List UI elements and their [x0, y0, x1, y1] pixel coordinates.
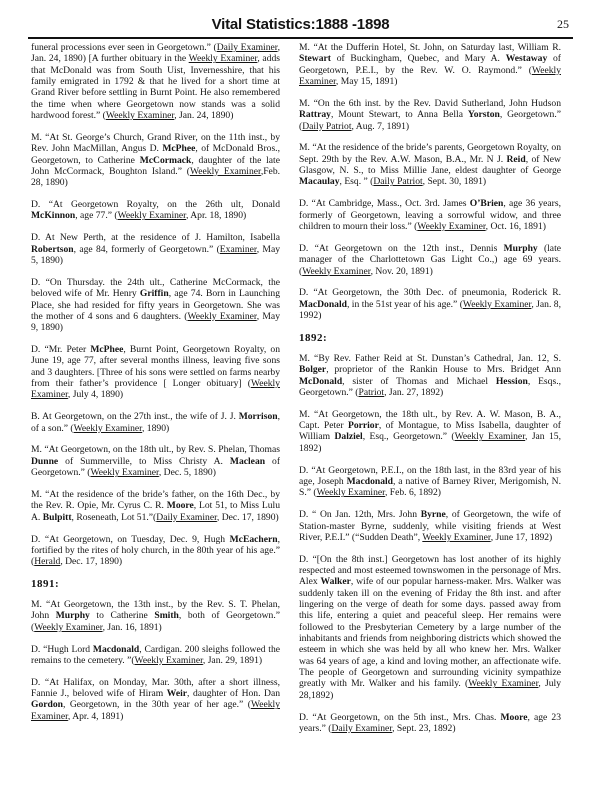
- entry-text: , age 84, formerly of Georgetown.” (: [73, 243, 220, 255]
- surname: Rattray: [299, 109, 331, 121]
- entry-text: M. “At Georgetown, on the 18th ult., by Rev. S. Phelan, Thomas: [31, 444, 280, 456]
- page-header: [28, 14, 573, 36]
- source-citation: Weekly Examiner: [462, 298, 532, 310]
- entry-text: , Feb. 6, 1892): [384, 487, 441, 499]
- entry-text: , Jan. 8, 1992): [299, 298, 561, 322]
- entry-text: D. “At Halifax, on Monday, Mar. 30th, after a short illness, Fannie J., beloved wife of Hiram: [31, 676, 280, 700]
- source-citation: Weekly Examiner: [187, 310, 257, 322]
- entry-text: , both of Georgetown.” (: [31, 610, 280, 633]
- record-entry: [31, 444, 280, 478]
- record-entry: [299, 42, 561, 87]
- entry-text: , Nov. 20, 1891): [370, 265, 433, 277]
- entry-text: , Sept. 23, 1892): [392, 723, 456, 734]
- entry-text: D. “At Cambridge, Mass., Oct. 3rd. James: [299, 198, 470, 210]
- source-citation: Weekly Examiner: [31, 378, 280, 401]
- entry-text: , Esq., Georgetown.” (: [362, 431, 455, 443]
- record-entry: [31, 599, 280, 633]
- entry-text: , age 36 years, formerly of Georgetown, leaving a sorrowful widow, and three children to mourn their loss.” (: [299, 198, 561, 232]
- record-entry: [299, 712, 561, 735]
- surname: Moore: [166, 500, 194, 512]
- record-entry: [31, 411, 280, 434]
- entry-text: D. “At Georgetown, P.E.I., on the 18th last, in the 83rd year of his age, Joseph: [299, 464, 561, 487]
- source-citation: Weekly Examiner: [299, 64, 561, 88]
- entry-text: , of New Glasgow, N. S., to Miss Millie Jane, eldest daughter of George: [299, 153, 561, 177]
- entry-text: , Burnt Point, Georgetown Royalty, on June 19, age 77, after several months illness, leaving five sons and 3 daughters. [Three of his sons were settled on farms nearby from their father’s providence [ Longer obituary] (: [31, 344, 280, 390]
- entry-text: , daughter of Hon. Dan: [187, 688, 280, 700]
- entry-text: , Georgetown, in the 30th year of her age.” (: [63, 699, 251, 711]
- entry-text: D. “At Georgetown, the 30th Dec. of pneumonia, Roderick R.: [299, 287, 561, 299]
- entry-text: D. “[On the 8th inst.] Georgetown has lost another of its highly respected and most esteemed townswomen in the personage of Mrs. Alex: [299, 553, 561, 588]
- source-citation: Daily Examiner: [216, 42, 278, 53]
- surname: Murphy: [503, 242, 538, 254]
- entry-text: , Roseneath, Lot 51.”(: [71, 511, 157, 523]
- surname: Yorston: [467, 109, 500, 121]
- surname: McEachern: [229, 533, 278, 545]
- source-citation: Weekly Examiner: [188, 53, 258, 65]
- entry-text: , of Montague, to Miss Isabella, daughter of William: [299, 420, 561, 443]
- entry-text: , Jan. 24, 1890): [174, 110, 234, 122]
- source-citation: Daily Examiner: [331, 723, 393, 734]
- entry-text: , age 23 years.” (: [299, 711, 561, 734]
- record-entry: [31, 677, 280, 722]
- source-citation: Weekly Examiner: [417, 220, 486, 232]
- entry-text: , a native of Barney River, Merigomish, N. S.” (: [299, 475, 561, 499]
- entry-text: D. “At Georgetown, on Tuesday, Dec. 9, Hugh: [31, 533, 230, 545]
- entry-text: funeral processions ever seen in Georgetown.” (: [31, 42, 217, 53]
- surname: Macdonald: [92, 643, 140, 655]
- entry-text: , proprietor of the Rankin House to Mrs. Bridget Ann: [326, 364, 561, 376]
- source-citation: Weekly Examiner: [105, 110, 175, 122]
- entry-text: , Jan. 24, 1890) [A further obituary in the: [31, 42, 280, 65]
- page-number: 25: [557, 17, 569, 31]
- entry-text: , Dec. 17, 1890): [216, 511, 279, 523]
- entry-text: , May 5, 1890): [31, 243, 280, 266]
- source-citation: Weekly Examiner: [90, 467, 159, 479]
- surname: McPhee: [162, 143, 196, 155]
- entry-text: of Summerville, to Miss Christy A.: [58, 455, 230, 467]
- source-citation: Weekly Examiner: [134, 654, 203, 666]
- source-citation: Weekly Examiner: [73, 422, 142, 434]
- entry-text: , Apr. 4, 1891): [67, 710, 124, 722]
- entry-text: M. “By Rev. Father Reid at St. Dunstan’s Cathedral, Jan. 12, S.: [299, 352, 561, 364]
- surname: McCormack: [139, 154, 192, 166]
- entry-text: , of a son.” (: [31, 411, 280, 434]
- record-entry: [299, 554, 561, 701]
- entry-text: , Lot 51, to Miss Lulu A.: [31, 500, 280, 523]
- entry-text: , Dec. 5, 1890): [158, 467, 216, 479]
- source-citation: Herald: [34, 556, 61, 568]
- entry-text: , daughter of the late John McCormack, Boughton Island.” (: [31, 154, 280, 177]
- entry-text: , Jan. 29, 1891): [202, 654, 263, 666]
- entry-text: , Oct. 16, 1891): [485, 220, 546, 232]
- entry-text: , Jan 15, 1892): [299, 431, 561, 454]
- source-citation: Examiner: [219, 243, 257, 255]
- entry-text: M. “At the Dufferin Hotel, St. John, on Saturday last, William R.: [299, 42, 561, 53]
- source-citation: Weekly Examiner: [302, 265, 371, 277]
- entry-text: , Cardigan. 200 sleighs followed the remains to the cemetery. ”(: [31, 643, 280, 666]
- entry-text: D. “At Georgetown, on the 5th inst., Mrs. Chas.: [299, 711, 501, 723]
- entry-text: , Dec. 17, 1890): [60, 556, 123, 568]
- page-title: Vital Statistics:1888 -1898: [211, 16, 390, 33]
- record-entry: [299, 142, 561, 187]
- entry-text: M. “At St. George’s Church, Grand River, on the 11th inst., by Rev. John MacMillan, Angus D.: [31, 131, 280, 155]
- entry-text: to Catherine: [89, 610, 155, 622]
- entry-text: , Esq. ” (: [339, 176, 374, 188]
- entry-text: D. “ On Jan. 12th, Mrs. John: [299, 509, 421, 521]
- source-citation: Weekly Examiner: [190, 165, 261, 177]
- entry-text: M. “At Georgetown, the 13th inst., by the Rev. S. T. Phelan, John: [31, 599, 280, 622]
- record-entry: [31, 199, 280, 222]
- surname: McPhee: [90, 344, 124, 356]
- surname: Reid: [506, 153, 526, 165]
- entry-text: ,Feb. 28, 1890): [31, 165, 280, 189]
- record-entry: [299, 465, 561, 499]
- surname: Hession: [495, 375, 528, 387]
- surname: Morrison: [238, 411, 278, 423]
- surname: Dalziel: [334, 431, 363, 443]
- entry-text: , fortified by the rites of holy church, in the 80th year of his age.” (: [31, 533, 280, 568]
- record-entry: [31, 534, 280, 568]
- entry-text: of Georgetown.” (: [31, 455, 280, 479]
- surname: Robertson: [31, 243, 74, 255]
- entry-text: D. “On Thursday. the 24th ult., Catherine McCormack, the beloved wife of Mr. Henry: [31, 276, 280, 300]
- entry-text: , Jan. 27, 1892): [384, 386, 444, 398]
- left-column: [31, 42, 280, 792]
- record-entry: [299, 243, 561, 277]
- entry-text: M. “On the 6th inst. by the Rev. David Sutherland, John Hudson: [299, 97, 561, 109]
- entry-text: , June 17, 1892): [490, 531, 553, 543]
- entry-text: , age 77.” (: [75, 210, 118, 222]
- entry-text: , July 4, 1890): [67, 389, 124, 401]
- source-citation: Daily Patriot: [302, 120, 352, 132]
- entry-text: M. “At the residence of the bride’s father, on the 16th Dec., by the Rev. R. Opie, Mr. Cyrus C. R.: [31, 489, 280, 512]
- entry-text: B. At Georgetown, on the 27th inst., the wife of J. J.: [31, 411, 239, 423]
- surname: Griffin: [139, 288, 169, 300]
- surname: Bolger: [299, 364, 327, 376]
- surname: O’Brien: [469, 198, 504, 210]
- entry-text: , in the 51st year of his age.” (: [346, 298, 463, 310]
- record-entry: [31, 489, 280, 523]
- record-entry: [299, 198, 561, 232]
- surname: Porrior: [347, 420, 379, 432]
- record-entry: [299, 509, 561, 543]
- surname: Walker: [320, 576, 351, 588]
- record-entry: [31, 644, 280, 667]
- entry-text: , adds that McDonald was from South Uist, Invernesshire, that his family emigrated in 1792 & that he lived for a short time at Grand River before settling in Burnt Point. He also remembered the time when where Georgetown now stands was a solid hardwood forest.” (: [31, 53, 280, 122]
- surname: Smith: [154, 610, 179, 622]
- entry-text: , of Georgetown, the wife of Station-master Byrne, suddenly, while visiting friends at West River, P.E.I.” (“Sudden Death”,: [299, 509, 561, 543]
- surname: Westaway: [505, 53, 548, 65]
- source-citation: Patriot: [358, 386, 385, 398]
- record-entry: [299, 409, 561, 454]
- record-entry: [31, 132, 280, 189]
- entry-text: , Esqs., Georgetown.” (: [299, 375, 561, 398]
- entry-text: , Jan. 16, 1891): [102, 621, 162, 633]
- year-heading: 1891:: [31, 578, 60, 591]
- source-citation: Weekly Examiner: [117, 210, 186, 222]
- record-entry: [299, 287, 561, 321]
- surname: Maclean: [229, 455, 266, 467]
- surname: McDonald: [299, 375, 343, 387]
- surname: Murphy: [55, 610, 90, 622]
- surname: Byrne: [420, 509, 446, 521]
- record-entry: [31, 277, 280, 334]
- entry-text: , sister of Thomas and Michael: [342, 375, 496, 387]
- surname: Moore: [500, 711, 528, 723]
- source-citation: Weekly Examiner: [31, 699, 280, 722]
- source-citation: Weekly Examiner: [34, 621, 103, 633]
- record-entry: [299, 98, 561, 132]
- source-citation: Weekly Examiner: [454, 431, 526, 443]
- entry-text: M. “At Georgetown, the 18th ult., by Rev. A. W. Mason, B. A., Capt. Peter: [299, 408, 561, 432]
- source-citation: Daily Patriot: [373, 176, 423, 188]
- entry-text: , July 28,1892): [299, 678, 561, 701]
- record-entry: [31, 42, 280, 121]
- entry-text: , 1890): [142, 422, 170, 434]
- entry-text: D. “Mr. Peter: [31, 344, 91, 356]
- entry-text: , Mount Stewart, to Anna Bella: [330, 109, 468, 121]
- entry-text: , Aug. 7, 1891): [351, 120, 410, 132]
- entry-text: , age 74. Born in Launching Place, she had resided for fifty years in Georgetown. She was the mother of 4 sons and 6 daughters. (: [31, 288, 280, 322]
- entry-text: , May 15, 1891): [335, 76, 398, 88]
- surname: Macaulay: [299, 176, 340, 188]
- record-entry: [31, 344, 280, 401]
- year-heading: 1892:: [299, 331, 328, 344]
- entry-text: , May 9, 1890): [31, 310, 280, 334]
- entry-text: , Apr. 18, 1890): [185, 210, 247, 222]
- record-entry: [299, 353, 561, 398]
- entry-text: , of McDonald Bros., Georgetown, to Catherine: [31, 143, 280, 166]
- surname: McKinnon: [31, 210, 76, 222]
- entry-text: , Sept. 30, 1891): [422, 176, 487, 188]
- entry-text: , wife of our popular harness-maker. Mrs. Walker was suddenly taken ill on the evening of Friday the 8th inst. and after lingering on the verge of death for some days. passed away from this life, entering a quiet and peaceful sleep. Her remains were followed to the Presbyterian Cemetery by a large number of the inhabitants and friends from neighboring districts which showed the esteem in which she was held by all who knew her. Mrs. Walker was 64 years of age, a kind and loving mother, an affectionate wife. The people of Georgetown and surrounding vicinity sympathize greatly with Mr. Walker and his family. (: [299, 576, 561, 690]
- surname: Dunne: [31, 455, 59, 467]
- surname: Gordon: [31, 699, 63, 711]
- entry-text: D. “At Georgetown on the 12th inst., Dennis: [299, 242, 504, 254]
- entry-text: D. “Hugh Lord: [31, 643, 93, 655]
- surname: MacDonald: [299, 298, 347, 310]
- surname: Weir: [166, 688, 188, 700]
- entry-text: of Georgetown, P.E.I., by the Rev. W. O. Raymond.” (: [299, 53, 561, 76]
- source-citation: Weekly Examiner: [316, 487, 385, 499]
- entry-text: D. “At Georgetown Royalty, on the 26th ult, Donald: [31, 199, 280, 211]
- surname: Stewart: [299, 53, 331, 65]
- source-citation: Daily Examiner: [156, 511, 217, 523]
- entry-text: of Buckingham, Quebec, and Mary A.: [330, 53, 506, 65]
- source-citation: Weekly Examiner: [422, 531, 491, 543]
- entry-text: M. “At the residence of the bride’s parents, Georgetown Royalty, on Sept. 29th by the Rev. A.W. Mason, B.A., Mr. N J.: [299, 142, 561, 165]
- surname: Bulpitt: [42, 511, 72, 523]
- record-entry: [31, 232, 280, 266]
- entry-text: (late manager of the Charlottetown Gas Light Co.,) age 69 years. (: [299, 242, 561, 277]
- header-rule: [28, 37, 573, 39]
- surname: Macdonald: [346, 475, 394, 487]
- right-column: [299, 42, 561, 792]
- entry-text: , Georgetown.” (: [299, 109, 561, 132]
- source-citation: Weekly Examiner: [468, 678, 539, 690]
- entry-text: D. At New Perth, at the residence of J. Hamilton, Isabella: [31, 232, 280, 244]
